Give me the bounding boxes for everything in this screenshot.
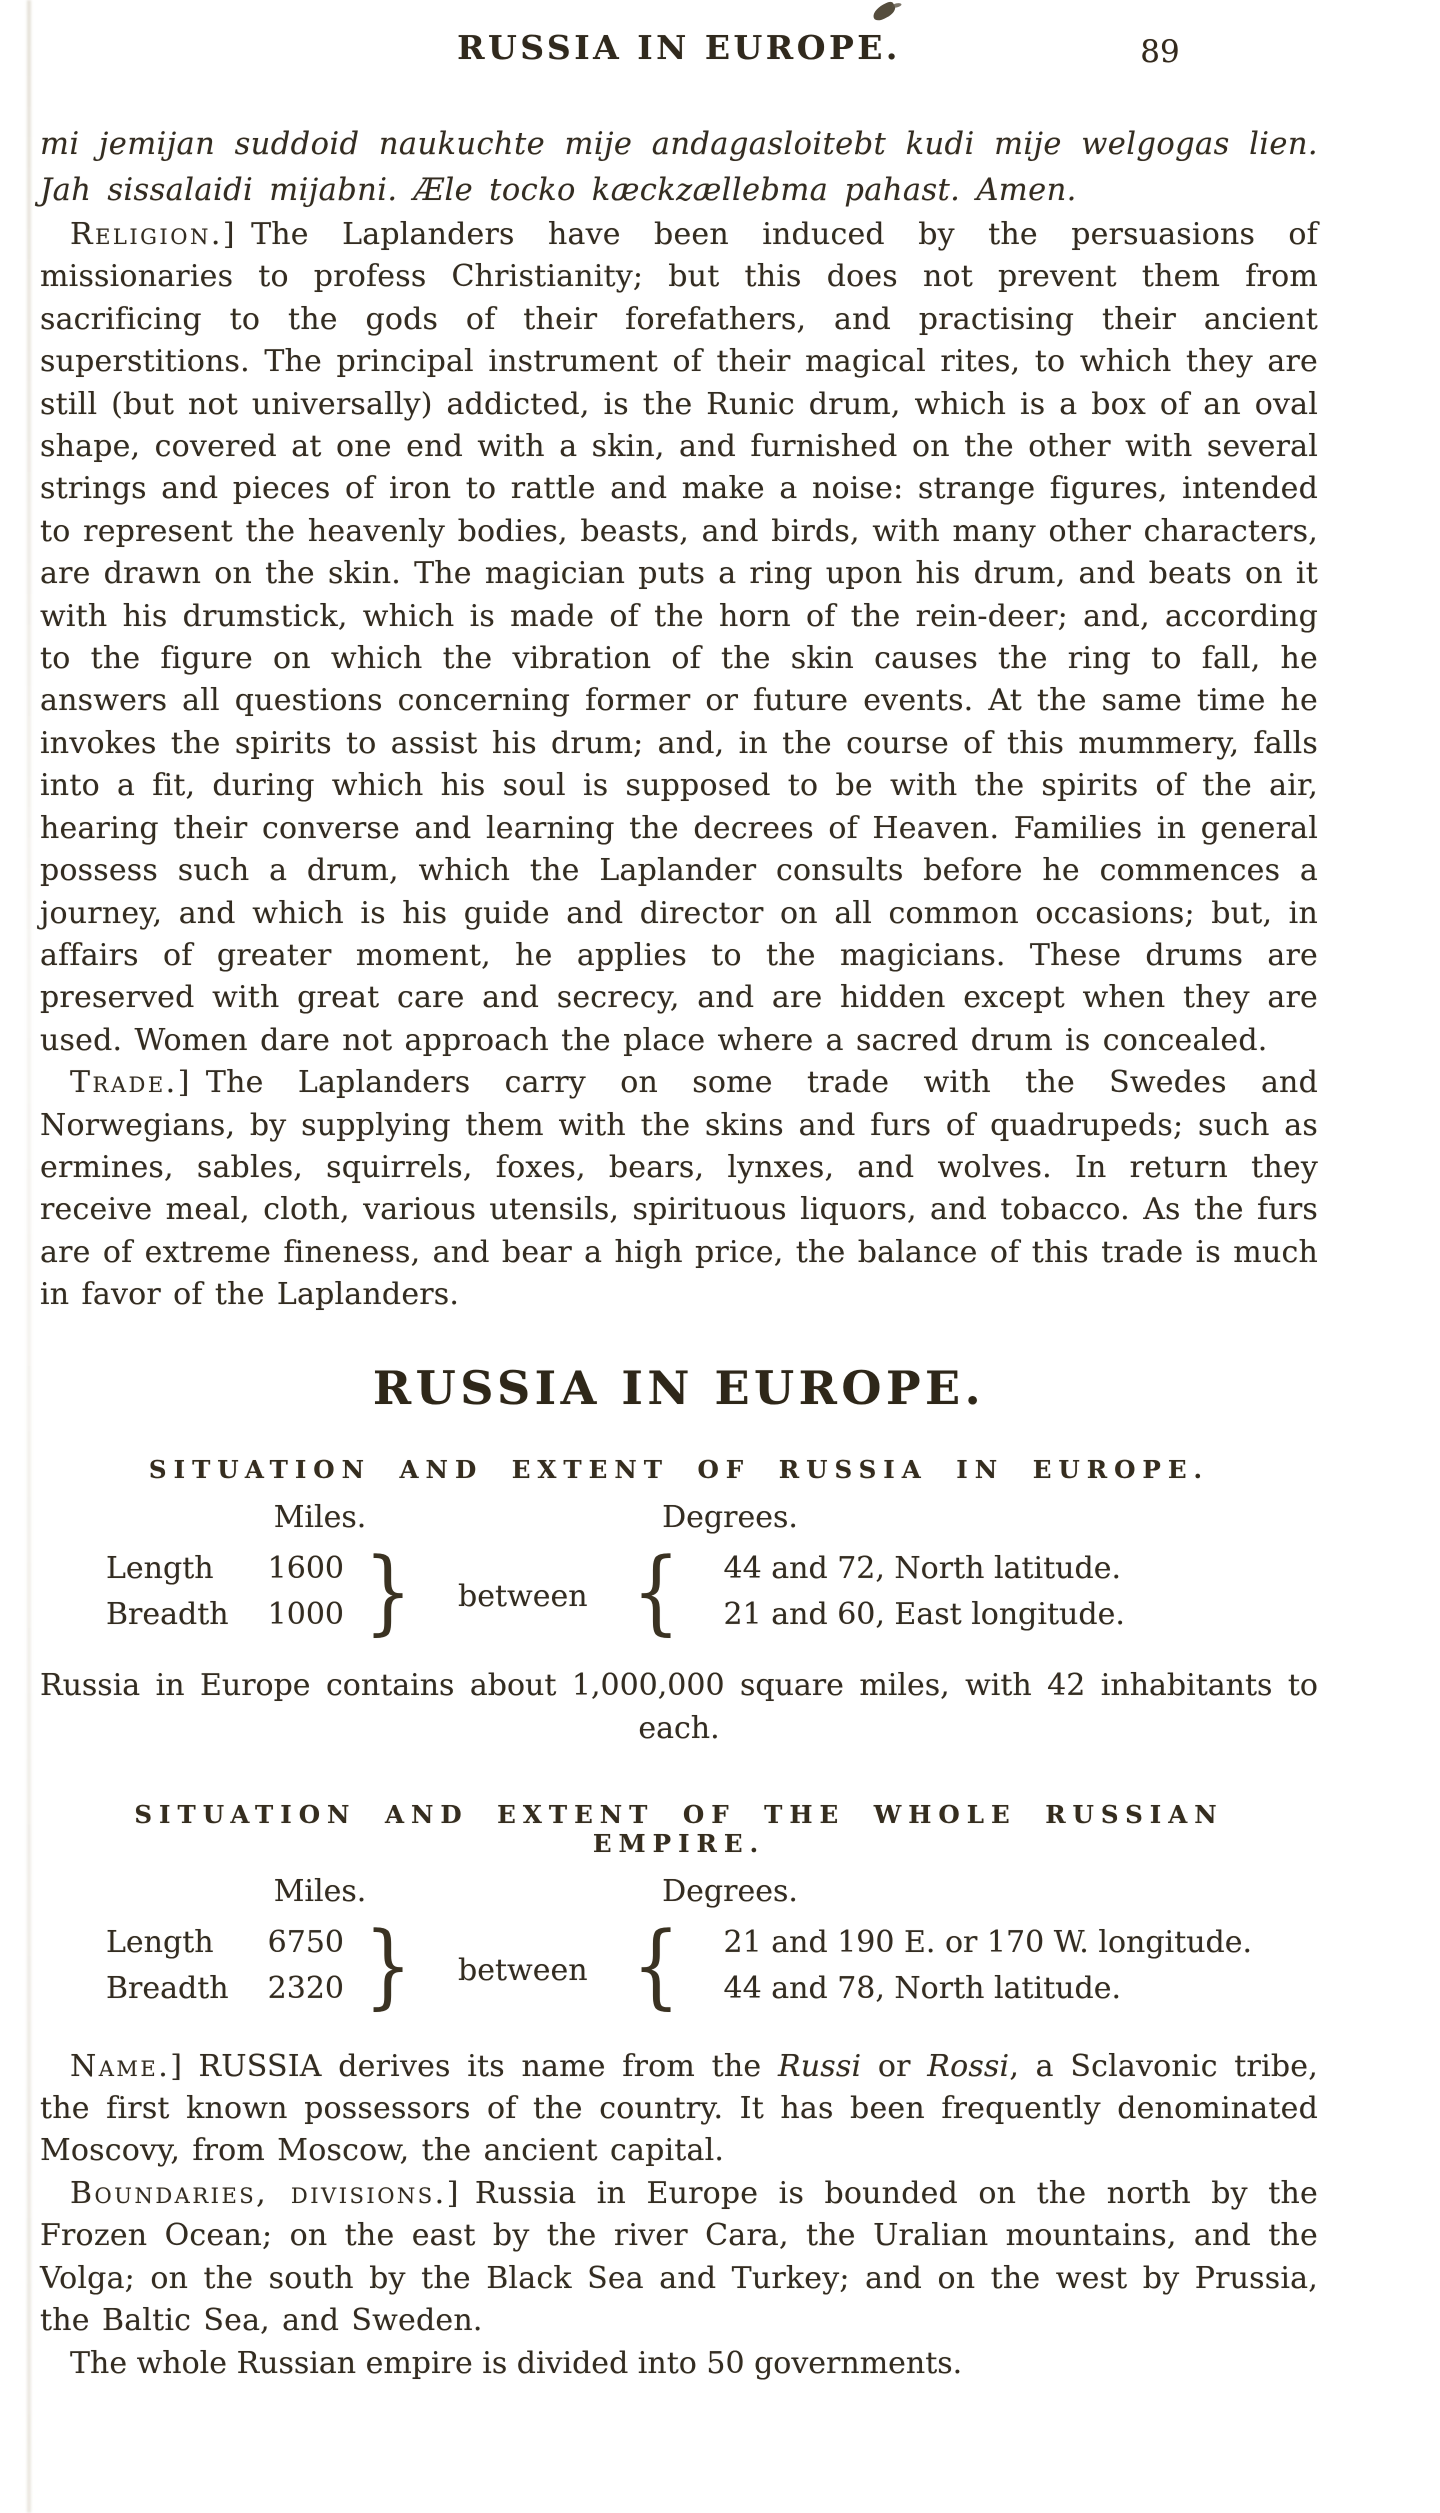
closing-brace-glyph: } (364, 1537, 412, 1645)
paragraph-lead-word: Boundaries, divisions.] (70, 2175, 461, 2211)
dimension-label: Breadth (106, 1596, 229, 1632)
miles-column (106, 1546, 344, 1638)
dimension-value: 1000 (267, 1596, 344, 1632)
paragraph-lead-word: Religion.] (70, 217, 238, 252)
miles-column-header: Miles. (273, 1499, 367, 1535)
table-row (106, 1966, 344, 2012)
opening-brace-glyph: { (631, 1911, 680, 2019)
text-segment: RUSSIA derives its name from the (198, 2048, 778, 2084)
miles-column (106, 1920, 344, 2012)
degrees-column (724, 1546, 1125, 1638)
text-segment: or (861, 2048, 928, 2084)
name-paragraph (40, 2046, 1318, 2173)
miles-column-header: Miles. (273, 1873, 367, 1909)
text-segment: Russia in Europe is bounded on the north by the Frozen Ocean; on the east by the river Cara, the Uralian mountains, and the Volga; on the south by the Black Sea and Turkey; and on the west by Prussia, the Baltic Sea, and Sweden. (40, 2175, 1318, 2338)
religion-paragraph (40, 214, 1318, 1062)
extent-table-body (40, 1911, 1318, 2019)
between-label: between (458, 1953, 588, 1989)
page-content (40, 0, 1318, 2385)
paragraph-lead-word: Trade.] (70, 1065, 192, 1101)
closing-brace-glyph: } (364, 1911, 412, 2019)
paragraph-lead-word: Name.] (70, 2048, 185, 2084)
dimension-label: Breadth (106, 1970, 229, 2006)
degrees-line: 21 and 60, East longitude. (723, 1596, 1125, 1632)
dimension-value: 2320 (267, 1970, 344, 2006)
table-row (106, 1592, 344, 1638)
degrees-column-header: Degrees. (662, 1499, 798, 1535)
degrees-line: 44 and 72, North latitude. (723, 1550, 1122, 1586)
opening-brace-glyph: { (631, 1537, 680, 1645)
degrees-column-header: Degrees. (662, 1873, 798, 1909)
page-number: 89 (1140, 34, 1180, 70)
situation-empire-heading: SITUATION AND EXTENT OF THE WHOLE RUSSIAN EMPIRE. (134, 1799, 1224, 1858)
table-row (106, 1920, 344, 1966)
extent-table-body (40, 1537, 1318, 1645)
area-population-note: Russia in Europe contains about 1,000,000 square miles, with 42 inhabitants to each. (40, 1667, 1318, 1746)
table-row (106, 1546, 344, 1592)
extent-table-empire (40, 1873, 1318, 2019)
degrees-line: 44 and 78, North latitude. (723, 1970, 1122, 2006)
running-header: RUSSIA IN EUROPE. (457, 28, 901, 67)
lapland-prayer-paragraph: mi jemijan suddoid naukuchte mije andagasloitebt kudi mije welgogas lien. Jah sissalaidi mijabni. Æle tocko kæckzællebma pahast. Amen. (40, 127, 1318, 208)
dimension-value: 1600 (267, 1550, 344, 1586)
between-label: between (458, 1579, 588, 1615)
text-segment: Rossi (927, 2048, 1010, 2084)
boundaries-paragraph (40, 2173, 1318, 2343)
text-segment: The Laplanders carry on some trade with the Swedes and Norwegians, by supplying them with the skins and furs of quadrupeds; such as ermines, sables, squirrels, foxes, bears, lynxes, and wolves. In return they receive meal, cloth, various utensils, spirituous liquors, and tobacco. As the furs are of extreme fineness, and bear a high price, the balance of this trade is much in favor of the Laplanders. (40, 1065, 1318, 1313)
page-gutter-crease (27, 0, 31, 2513)
chapter-heading: RUSSIA IN EUROPE. (372, 1360, 986, 1415)
text-segment: Russi (777, 2048, 862, 2084)
dimension-value: 6750 (267, 1924, 344, 1960)
degrees-line: 21 and 190 E. or 170 W. longitude. (723, 1924, 1253, 1960)
degrees-column (724, 1920, 1252, 2012)
trade-paragraph (40, 1062, 1318, 1316)
situation-europe-heading: SITUATION AND EXTENT OF RUSSIA IN EUROPE. (148, 1454, 1210, 1484)
extent-table-europe (40, 1499, 1318, 1645)
text-segment: , a Sclavonic tribe, the first known possessors of the country. It has been frequently denominated Moscovy, from Moscow, the ancient capital. (40, 2048, 1318, 2169)
text-segment: The Laplanders have been induced by the persuasions of missionaries to profess Christianity; but this does not prevent them from sacrificing to the gods of their forefathers, and practising their ancient superstitions. The principal instrument of their magical rites, to which they are still (but not universally) addicted, is the Runic drum, which is a box of an oval shape, covered at one end with a skin, and furnished on the other with several strings and pieces of iron to rattle and make a noise: strange figures, intended to represent the heavenly bodies, beasts, and birds, with many other characters, are drawn on the skin. The magician puts a ring upon his drum, and beats on it with his drumstick, which is made of the horn of the rein-deer; and, according to the figure on which the vibration of the skin causes the ring to fall, he answers all questions concerning former or future events. At the same time he invokes the spirits to assist his drum; and, in the course of this mummery, falls into a fit, during which his soul is supposed to be with the spirits of the air, hearing their converse and learning the decrees of Heaven. Families in general possess such a drum, which the Laplander consults before he commences a journey, and which is his guide and director on all common occasions; but, in affairs of greater moment, he applies to the magicians. These drums are preserved with great care and secrecy, and are hidden except when they are used. Women dare not approach the place where a sacred drum is concealed. (40, 217, 1318, 1058)
dimension-label: Length (106, 1924, 214, 1960)
governments-line: The whole Russian empire is divided into 50 governments. (70, 2346, 963, 2382)
dimension-label: Length (106, 1550, 214, 1586)
